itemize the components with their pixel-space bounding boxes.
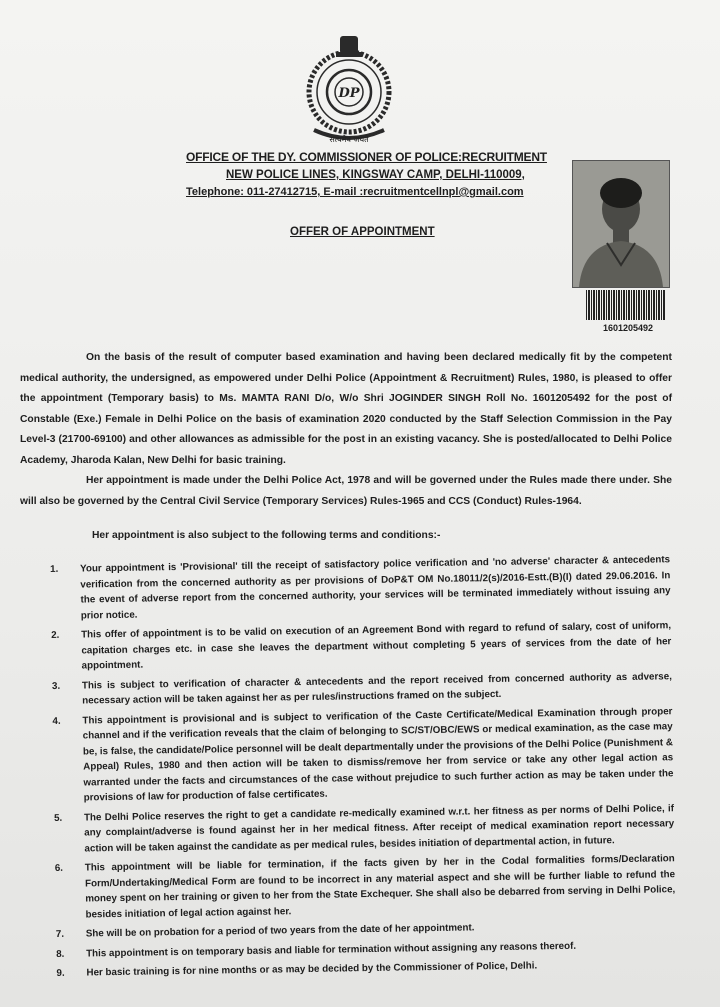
emblem-monogram: DP <box>338 86 360 101</box>
term-number: 8. <box>56 948 65 960</box>
term-number: 2. <box>51 629 60 641</box>
term-text: She will be on probation for a period of two years from the date of her appointment. <box>85 922 475 940</box>
term-number: 3. <box>51 680 61 692</box>
letter-body <box>20 348 672 512</box>
term-text: This appointment is on temporary basis and liable for termination without assigning any reasons thereof. <box>86 940 577 959</box>
term-text: The Delhi Police reserves the right to get a candidate re-medically examined w.r.t. her fitness as per norms of Delhi Police, if any complaint/adverse is found against her in her medical fitness. After receipt of medical examination report necessary action will be taken against the candidate as per medical rules, besides initiation of departmental action, in future. <box>83 802 675 854</box>
office-contact: Telephone: 011-27412715, E-mail :recruitmentcellnpl@gmail.com <box>186 186 524 198</box>
barcode <box>586 290 666 320</box>
barcode-number: 1601205492 <box>603 323 654 333</box>
document-title: OFFER OF APPOINTMENT <box>290 226 435 238</box>
term-number: 1. <box>50 563 59 575</box>
term-item <box>52 704 673 807</box>
office-address: NEW POLICE LINES, KINGSWAY CAMP, DELHI-110009, <box>226 169 525 181</box>
paragraph-offer: On the basis of the result of computer based examination and having been declared medically fit by the competent medical authority, the undersigned, as empowered under Delhi Police (Appointment & Recruitment) Rules, 1980, is pleased to offer the appointment (Temporary basis) to Ms. MAMTA RANI D/o, W/o Shri JOGINDER SINGH Roll No. 1601205492 for the post of Constable (Exe.) Female in Delhi Police on the basis of examination 2020 conducted by the Staff Selection Commission in the Pay Level-3 (21700-69100) and other allowances as admissible for the post in an existing vacancy. She is posted/allocated to Delhi Police Academy, Jharoda Kalan, New Delhi for basic training. <box>20 352 672 466</box>
emblem-motto: सत्यमेव जयते <box>329 135 369 144</box>
term-item <box>52 669 672 710</box>
terms-list <box>50 552 677 985</box>
term-number: 5. <box>53 812 63 824</box>
term-number: 9. <box>56 967 65 979</box>
term-number: 7. <box>55 928 65 940</box>
term-text: This offer of appointment is to be valid on execution of an Agreement Bond with regard to refund of salary, cost of uniform, capitation charges etc. in case she leaves the department without completing 5 years of services from the date of her appointment. <box>81 620 672 672</box>
term-text: Her basic training is for nine months or as may be decided by the Commissioner of Police, Delhi. <box>86 960 538 979</box>
term-item <box>50 552 671 624</box>
term-item <box>55 851 676 923</box>
term-item <box>51 618 672 674</box>
delhi-police-emblem <box>298 30 400 146</box>
candidate-photo <box>572 160 670 288</box>
term-item <box>54 801 675 857</box>
term-text: This is subject to verification of character & antecedents and the report received from concerned authority as adverse, necessary action will be taken against her as per rules/instructions framed on the subject. <box>81 670 672 707</box>
office-name: OFFICE OF THE DY. COMMISSIONER OF POLICE:RECRUITMENT <box>186 150 547 164</box>
office-header <box>186 150 547 198</box>
terms-intro: Her appointment is also subject to the following terms and conditions:- <box>92 530 441 541</box>
term-number: 6. <box>54 862 64 874</box>
term-text: This appointment will be liable for termination, if the facts given by her in the Codal formalities forms/Declaration Form/Undertaking/Medical Form are found to be incorrect in any material aspect and she will be further liable to refund the money spent on her training or given to her from the State Exchequer. She shall also be debarred from serving in Delhi Police, besides initiation of legal action against her. <box>84 853 676 920</box>
paragraph-governance: Her appointment is made under the Delhi Police Act, 1978 and will be governed under the Rules made there under. She will also be governed by the Central Civil Service (Temporary Services) Rules-1965 and CCS (Conduct) Rules-1964. <box>20 475 672 507</box>
term-text: This appointment is provisional and is subject to verification of the Caste Certificate/Medical Examination through proper channel and if the verification reveals that the claim of belonging to SC/ST/OBC/EWS or medical examination, as the case may be, is false, the candidate/Police personnel will be dealt departmentally under the provisions of the Delhi Police (Punishment & Appeal) Rules, 1980 and then action will be taken to dismiss/remove her from service or take any other legal action as warranted under the facts and circumstances of the case without prejudice to such further action as may be taken under the provisions of law for production of false certificates. <box>82 705 674 804</box>
term-text: Your appointment is 'Provisional' till the receipt of satisfactory police verification and 'no adverse' character & antecedents verification from the concerned authority as per provisions of DoP&T OM No.18011/2(s)/2016-Estt.(B)(I) dated 29.06.2016. In the event of adverse report from the concerned authority, your services will be terminated immediately without issuing any prior notice. <box>80 554 671 622</box>
term-number: 4. <box>52 715 61 727</box>
